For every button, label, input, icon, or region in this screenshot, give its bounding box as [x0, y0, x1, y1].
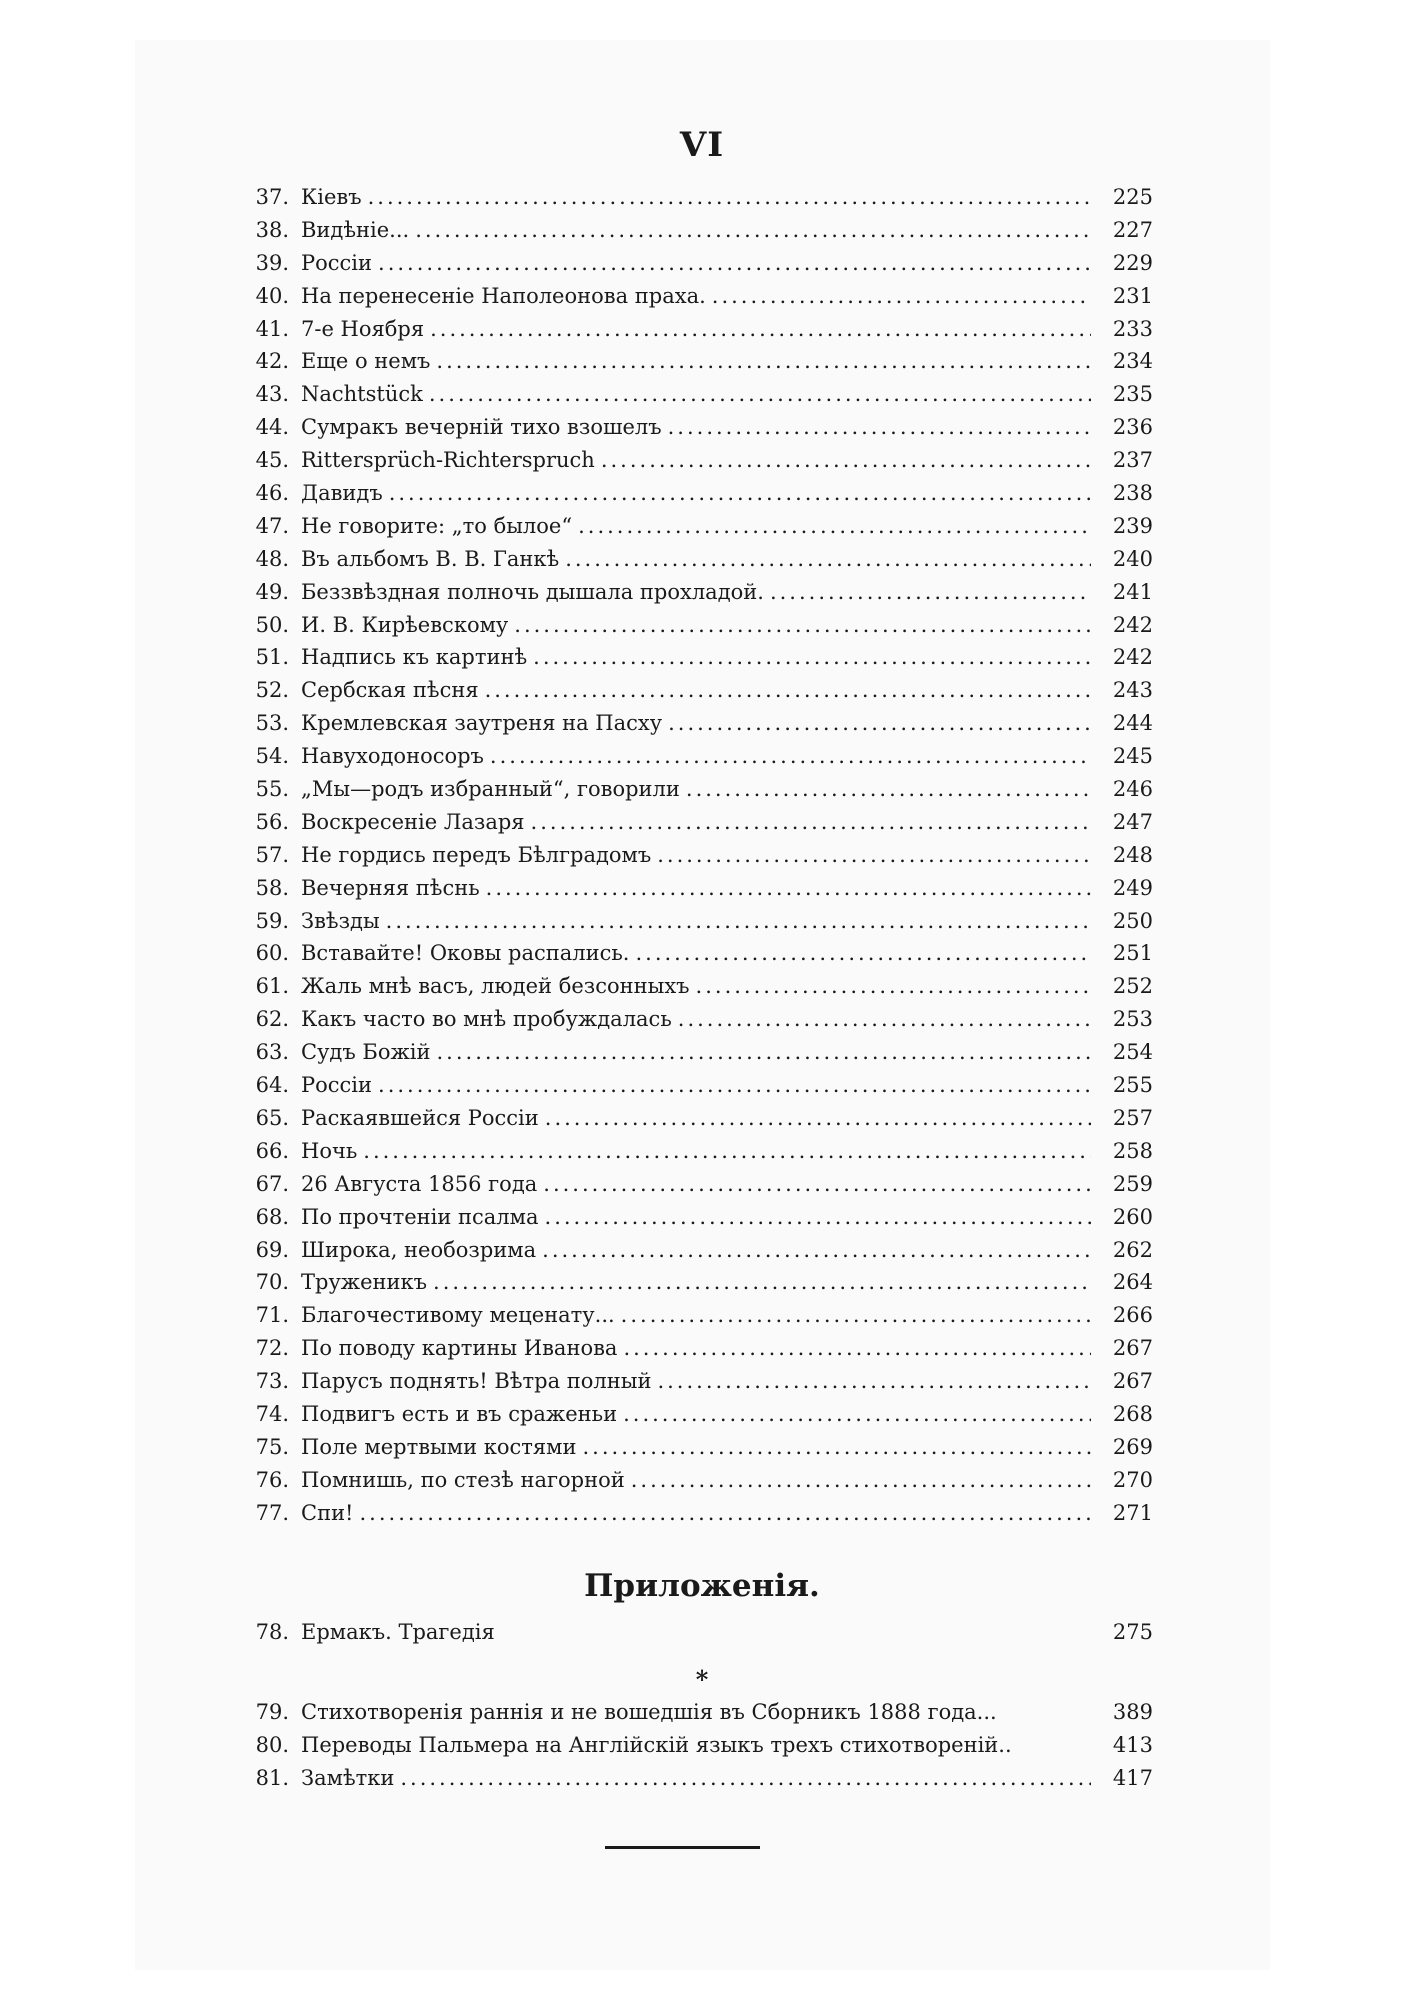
entry-page: 231: [1112, 283, 1153, 308]
toc-entry: [243, 1435, 1153, 1468]
entry-title: Кіевъ: [301, 185, 362, 209]
dot-leader: [486, 876, 1091, 900]
entry-title: Ночь: [301, 1138, 358, 1163]
entry-page: 250: [1112, 908, 1153, 933]
entry-page: 242: [1112, 612, 1153, 637]
entry-title: Россіи: [301, 250, 373, 275]
dot-leader: [533, 645, 1091, 669]
dot-leader: [430, 317, 1091, 341]
toc-entry: [243, 1106, 1153, 1139]
dot-leader: [623, 1336, 1091, 1360]
entry-title: Сумракъ вечерній тихо взошелъ: [301, 415, 662, 440]
toc-entry: [243, 580, 1153, 613]
entry-page: 266: [1112, 1303, 1153, 1328]
toc-entry: [243, 284, 1153, 317]
entry-page: 254: [1112, 1040, 1153, 1065]
entry-title: Парусъ поднять! Вѣтра полный: [301, 1369, 652, 1394]
entry-page: 236: [1112, 415, 1153, 440]
entry-title: Rittersprüch-Richterspruch: [301, 448, 595, 473]
entry-title: И. В. Кирѣевскому: [301, 612, 509, 637]
dot-leader: [686, 777, 1091, 801]
entry-title: Вставайте! Оковы распались.: [301, 941, 630, 966]
dot-leader: [635, 941, 1091, 965]
entry-title: Поле мертвыми костями: [301, 1434, 577, 1459]
entry-number: 74.: [255, 1401, 289, 1426]
entry-number: 46.: [255, 481, 289, 506]
dot-leader: [545, 1205, 1091, 1229]
entry-title: Жаль мнѣ васъ, людей безсонныхъ: [301, 974, 690, 999]
entry-page: 417: [1112, 1765, 1153, 1790]
toc-entry: [243, 448, 1153, 481]
entry-page: 264: [1112, 1270, 1153, 1295]
closing-rule: [605, 1846, 760, 1849]
toc-entry: [243, 1238, 1153, 1271]
dot-leader: [621, 1303, 1091, 1327]
entry-title: 7-е Ноября: [301, 316, 425, 341]
entry-page: 268: [1112, 1401, 1153, 1426]
entry-page: 247: [1112, 809, 1153, 834]
entry-number: 73.: [255, 1369, 289, 1394]
dot-leader: [668, 415, 1091, 439]
entry-title: По поводу картины Иванова: [301, 1336, 618, 1361]
entry-page: 235: [1112, 382, 1153, 407]
entry-title: Звѣзды: [301, 908, 380, 933]
entry-page: 234: [1112, 349, 1153, 374]
dot-leader: [583, 1435, 1092, 1459]
toc-entry: [243, 1336, 1153, 1369]
dot-leader: [386, 909, 1091, 933]
toc-entry: [243, 349, 1153, 382]
entry-number: 66.: [255, 1138, 289, 1163]
entry-page: 244: [1112, 711, 1153, 736]
entry-title: Благочестивому меценату...: [301, 1303, 615, 1328]
table-of-contents: [243, 185, 1153, 1534]
dot-leader: [378, 251, 1091, 275]
entry-number: 70.: [255, 1270, 289, 1295]
entry-number: 63.: [255, 1040, 289, 1065]
dot-leader: [400, 1766, 1091, 1790]
toc-entry: [243, 1073, 1153, 1106]
entry-number: 64.: [255, 1073, 289, 1098]
entry-title: Переводы Пальмера на Англійскій языкъ трехъ стихотвореній..: [301, 1732, 1012, 1757]
entry-number: 37.: [255, 185, 289, 209]
entry-number: 47.: [255, 513, 289, 538]
separator-asterisk: *: [695, 1665, 709, 1694]
entry-title: Широка, необозрима: [301, 1237, 537, 1262]
entry-title: Не гордись передъ Бѣлградомъ: [301, 842, 652, 867]
entry-number: 76.: [255, 1467, 289, 1492]
entry-page: 233: [1112, 316, 1153, 341]
entry-number: 52.: [255, 678, 289, 703]
dot-leader: [696, 974, 1091, 998]
page-number: VI: [679, 125, 725, 165]
entry-page: 225: [1112, 185, 1153, 209]
appendix-heading: Приложенія.: [584, 1568, 820, 1604]
dot-leader: [433, 1270, 1091, 1294]
dot-leader: [668, 711, 1091, 735]
entry-number: 81.: [255, 1765, 289, 1790]
entry-page: 241: [1112, 579, 1153, 604]
entry-number: 38.: [255, 217, 289, 242]
entry-number: 49.: [255, 579, 289, 604]
toc-entry: [243, 251, 1153, 284]
toc-entry: [243, 1700, 1153, 1733]
toc-entry: [243, 218, 1153, 251]
entry-number: 41.: [255, 316, 289, 341]
toc-entry: [243, 678, 1153, 711]
entry-number: 65.: [255, 1105, 289, 1130]
entry-title: Замѣтки: [301, 1765, 395, 1790]
entry-page: 267: [1112, 1369, 1153, 1394]
entry-title: Судъ Божій: [301, 1040, 431, 1065]
dot-leader: [389, 481, 1091, 505]
entry-page: 255: [1112, 1073, 1153, 1098]
entry-number: 40.: [255, 283, 289, 308]
entry-number: 43.: [255, 382, 289, 407]
toc-entry: [243, 810, 1153, 843]
entry-number: 69.: [255, 1237, 289, 1262]
toc-entry: [243, 711, 1153, 744]
toc-entry: [243, 1007, 1153, 1040]
entry-number: 68.: [255, 1204, 289, 1229]
toc-entry: [243, 1501, 1153, 1534]
toc-entry: [243, 777, 1153, 810]
toc-entry: [243, 514, 1153, 547]
dot-leader: [378, 1073, 1091, 1097]
entry-title: Россіи: [301, 1073, 373, 1098]
toc-entry: [243, 1303, 1153, 1336]
entry-page: 246: [1112, 777, 1153, 802]
dot-leader: [601, 448, 1091, 472]
toc-entry: [243, 1205, 1153, 1238]
entry-page: 249: [1112, 875, 1153, 900]
entry-number: 80.: [255, 1732, 289, 1757]
entry-title: Спи!: [301, 1500, 354, 1525]
entry-title: Кремлевская заутреня на Пасху: [301, 711, 663, 736]
entry-number: 79.: [255, 1700, 289, 1724]
entry-page: 270: [1112, 1467, 1153, 1492]
entry-number: 59.: [255, 908, 289, 933]
entry-number: 75.: [255, 1434, 289, 1459]
entry-number: 55.: [255, 777, 289, 802]
entry-number: 54.: [255, 744, 289, 769]
dot-leader: [437, 1040, 1092, 1064]
entry-title: 26 Августа 1856 года: [301, 1171, 538, 1196]
entry-number: 51.: [255, 645, 289, 670]
toc-entry: [243, 645, 1153, 678]
entry-title: Не говорите: „то былое“: [301, 513, 573, 538]
entry-number: 44.: [255, 415, 289, 440]
entry-number: 77.: [255, 1500, 289, 1525]
entry-number: 50.: [255, 612, 289, 637]
entry-number: 62.: [255, 1007, 289, 1032]
toc-entry: [243, 382, 1153, 415]
toc-entry: [243, 1040, 1153, 1073]
dot-leader: [565, 547, 1091, 571]
entry-title: Nachtstück: [301, 382, 423, 407]
toc-entry: [243, 613, 1153, 646]
appendix-list-first: [243, 1620, 1153, 1653]
entry-number: 48.: [255, 546, 289, 571]
entry-number: 78.: [255, 1620, 289, 1644]
entry-page: 267: [1112, 1336, 1153, 1361]
entry-title: Раскаявшейся Россіи: [301, 1105, 539, 1130]
toc-entry: [243, 1402, 1153, 1435]
entry-title: Стихотворенія раннія и не вошедшія въ Сборникъ 1888 года...: [301, 1700, 997, 1724]
toc-entry: [243, 876, 1153, 909]
entry-number: 72.: [255, 1336, 289, 1361]
entry-number: 60.: [255, 941, 289, 966]
entry-page: 227: [1112, 217, 1153, 242]
entry-page: 252: [1112, 974, 1153, 999]
dot-leader: [360, 1501, 1092, 1525]
entry-page: 251: [1112, 941, 1153, 966]
entry-number: 42.: [255, 349, 289, 374]
entry-number: 45.: [255, 448, 289, 473]
dot-leader: [415, 218, 1091, 242]
entry-title: Ермакъ. Трагедія: [301, 1620, 495, 1644]
entry-page: 260: [1112, 1204, 1153, 1229]
entry-page: 413: [1112, 1732, 1153, 1757]
entry-title: Вечерняя пѣснь: [301, 875, 480, 900]
entry-page: 259: [1112, 1171, 1153, 1196]
dot-leader: [543, 1172, 1091, 1196]
toc-entry: [243, 1620, 1153, 1653]
entry-number: 71.: [255, 1303, 289, 1328]
toc-entry: [243, 843, 1153, 876]
entry-title: На перенесеніе Наполеонова праха.: [301, 283, 706, 308]
entry-title: Сербская пѣсня: [301, 678, 479, 703]
toc-entry: [243, 415, 1153, 448]
entry-title: „Мы—родъ избранный“, говорили: [301, 777, 680, 802]
toc-entry: [243, 1369, 1153, 1402]
entry-page: 229: [1112, 250, 1153, 275]
entry-title: Надпись къ картинѣ: [301, 645, 528, 670]
entry-page: 271: [1112, 1500, 1153, 1525]
entry-page: 240: [1112, 546, 1153, 571]
entry-number: 57.: [255, 842, 289, 867]
entry-page: 239: [1112, 513, 1153, 538]
entry-title: Беззвѣздная полночь дышала прохладой.: [301, 579, 764, 604]
toc-entry: [243, 185, 1153, 218]
dot-leader: [631, 1468, 1091, 1492]
dot-leader: [436, 349, 1091, 373]
entry-number: 39.: [255, 250, 289, 275]
dot-leader: [485, 678, 1091, 702]
entry-title: Еще о немъ: [301, 349, 431, 374]
toc-entry: [243, 909, 1153, 942]
entry-title: Навуходоносоръ: [301, 744, 484, 769]
dot-leader: [623, 1402, 1091, 1426]
appendix-list-rest: [243, 1700, 1153, 1799]
toc-entry: [243, 1733, 1153, 1766]
toc-entry: [243, 1139, 1153, 1172]
entry-page: 269: [1112, 1434, 1153, 1459]
dot-leader: [712, 284, 1091, 308]
dot-leader: [657, 843, 1091, 867]
entry-title: Какъ часто во мнѣ пробуждалась: [301, 1007, 672, 1032]
toc-entry: [243, 1270, 1153, 1303]
dot-leader: [363, 1139, 1091, 1163]
entry-page: 389: [1112, 1700, 1153, 1724]
entry-number: 56.: [255, 809, 289, 834]
entry-title: Въ альбомъ В. В. Ганкѣ: [301, 546, 560, 571]
toc-entry: [243, 974, 1153, 1007]
entry-page: 248: [1112, 842, 1153, 867]
toc-entry: [243, 1172, 1153, 1205]
entry-title: Труженикъ: [301, 1270, 428, 1295]
dot-leader: [545, 1106, 1091, 1130]
dot-leader: [578, 514, 1091, 538]
entry-page: 238: [1112, 481, 1153, 506]
toc-entry: [243, 317, 1153, 350]
entry-page: 245: [1112, 744, 1153, 769]
toc-entry: [243, 481, 1153, 514]
entry-title: Помнишь, по стезѣ нагорной: [301, 1467, 625, 1492]
toc-entry: [243, 941, 1153, 974]
entry-page: 243: [1112, 678, 1153, 703]
entry-title: Давидъ: [301, 481, 383, 506]
entry-page: 258: [1112, 1138, 1153, 1163]
entry-page: 253: [1112, 1007, 1153, 1032]
entry-title: По прочтеніи псалма: [301, 1204, 539, 1229]
entry-number: 58.: [255, 875, 289, 900]
toc-entry: [243, 744, 1153, 777]
dot-leader: [531, 810, 1091, 834]
dot-leader: [429, 382, 1091, 406]
entry-page: 275: [1112, 1620, 1153, 1644]
toc-entry: [243, 1766, 1153, 1799]
entry-title: Воскресеніе Лазаря: [301, 809, 525, 834]
dot-leader: [514, 613, 1091, 637]
entry-page: 237: [1112, 448, 1153, 473]
entry-number: 61.: [255, 974, 289, 999]
toc-entry: [243, 547, 1153, 580]
toc-entry: [243, 1468, 1153, 1501]
entry-page: 257: [1112, 1105, 1153, 1130]
entry-number: 53.: [255, 711, 289, 736]
entry-title: Подвигъ есть и въ сраженьи: [301, 1401, 618, 1426]
dot-leader: [368, 185, 1091, 209]
entry-title: Видѣніе...: [301, 217, 410, 242]
entry-page: 262: [1112, 1237, 1153, 1262]
dot-leader: [657, 1369, 1091, 1393]
dot-leader: [678, 1007, 1091, 1031]
entry-page: 242: [1112, 645, 1153, 670]
dot-leader: [770, 580, 1091, 604]
dot-leader: [542, 1238, 1091, 1262]
entry-number: 67.: [255, 1171, 289, 1196]
dot-leader: [490, 744, 1091, 768]
